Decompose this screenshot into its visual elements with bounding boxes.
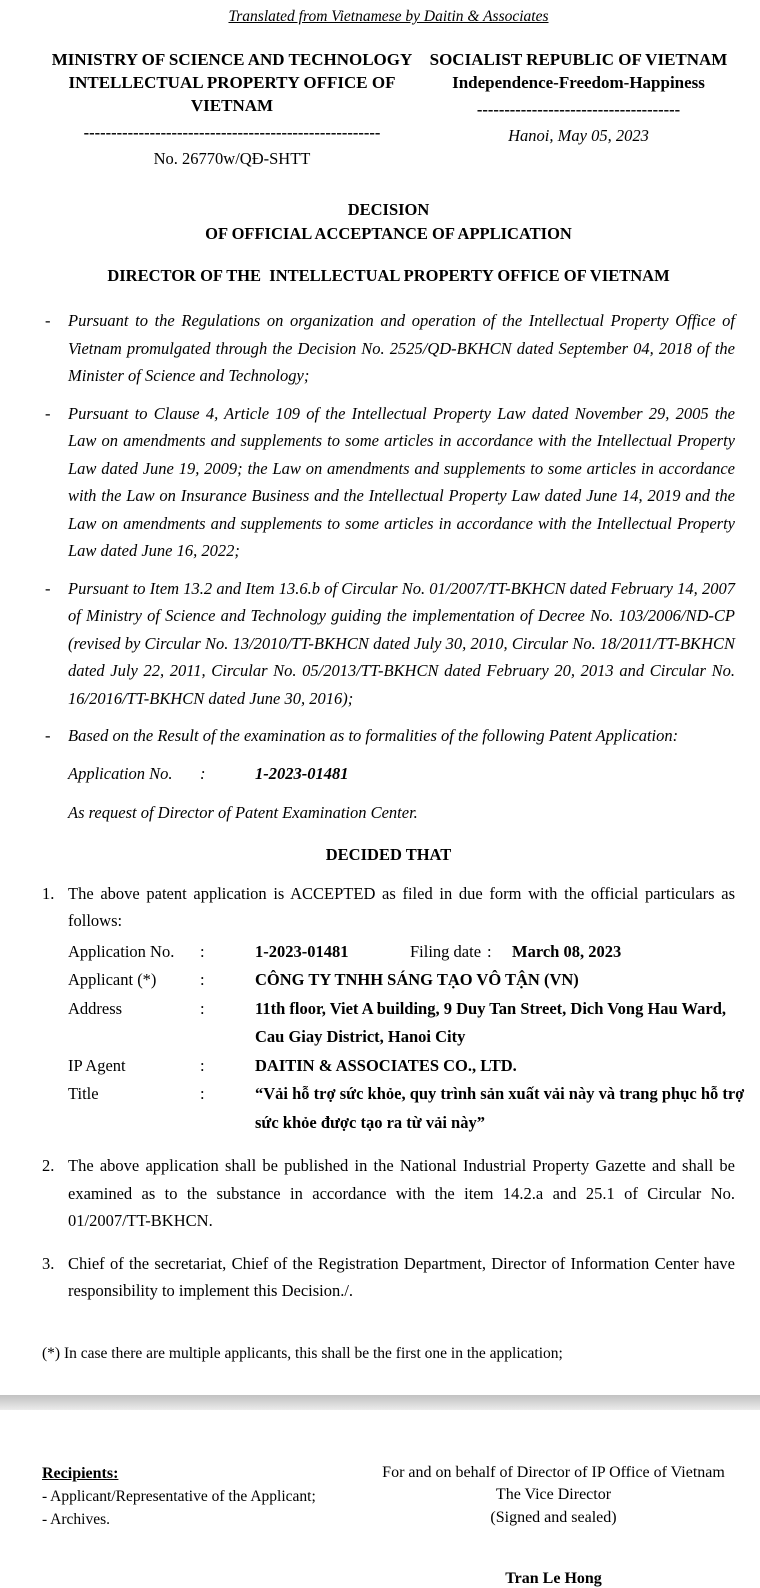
place-and-date: Hanoi, May 05, 2023: [422, 125, 735, 147]
particulars-application-value-cell: [255, 938, 735, 967]
document-footer: [42, 1462, 735, 1588]
application-no-value: 1-2023-01481: [255, 760, 349, 788]
preamble-list: [42, 307, 735, 750]
address-colon: :: [200, 995, 255, 1052]
preamble-bullet-4-text: Based on the Result of the examination as to formalities of the following Patent Application:: [68, 726, 678, 745]
decided-heading: DECIDED THAT: [42, 845, 735, 865]
address-label: Address: [68, 995, 200, 1052]
republic-name: SOCIALIST REPUBLIC OF VIETNAM: [422, 48, 735, 71]
bullet-dash: -: [45, 722, 51, 750]
address-value-cell: [255, 995, 735, 1052]
decision-title: DECISION: [42, 198, 735, 222]
recipient-item-1: - Applicant/Representative of the Applicant;: [42, 1485, 372, 1508]
translator-note: [42, 8, 735, 26]
preamble-bullet-3-text: Pursuant to Item 13.2 and Item 13.6.b of Circular No. 01/2007/TT-BKHCN dated February 14, 2007 of Ministry of Science and Technology guiding the implementation of Decree No. 103/2006/ND-CP (revised by Circular No. 13/2010/TT-BKHCN dated July 30, 2010, Circular No. 18/2011/TT-BKHCN dated July 22, 2011, Circular No. 05/2013/TT-BKHCN dated February 20, 2013 and Circular No. 16/2016/TT-BKHCN dated June 30, 2016);: [68, 579, 735, 708]
preamble-bullet-1: [42, 307, 735, 390]
document-number: No. 26770w/QĐ-SHTT: [42, 148, 422, 170]
bullet-dash: -: [45, 400, 51, 428]
item-2-number: 2.: [42, 1152, 54, 1180]
applicant-value: CÔNG TY TNHH SÁNG TẠO VÔ TẬN (VN): [255, 966, 735, 995]
filing-date-colon: :: [487, 938, 512, 967]
item-1-number: 1.: [42, 880, 54, 908]
particulars-application-value: 1-2023-01481: [255, 938, 410, 967]
ip-agent-label: IP Agent: [68, 1052, 200, 1081]
recipients-block: [42, 1462, 372, 1588]
preamble-bullet-4: [42, 722, 735, 750]
decision-title-block: [42, 198, 735, 246]
preamble-bullet-2-text: Pursuant to Clause 4, Article 109 of the Intellectual Property Law dated November 29, 2005 the Law on amendments and supplements to some articles in accordance with the Intellectual Property Law dated June 19, 2009; the Law on amendments and supplements to some articles in accordance with the Law on Insurance Business and the Intellectual Property Law dated June 14, 2019 and the Law on amendments and supplements to some articles in accordance with the Intellectual Property Law dated June 16, 2022;: [68, 404, 735, 561]
ministry-name: MINISTRY OF SCIENCE AND TECHNOLOGY: [42, 48, 422, 71]
particulars-application-colon: :: [200, 938, 255, 967]
ipo-name: INTELLECTUAL PROPERTY OFFICE OF VIETNAM: [42, 71, 422, 117]
applicant-label: Applicant (*): [68, 966, 200, 995]
particulars-row-application: [68, 938, 735, 967]
title-value: “Vải hỗ trợ sức khỏe, quy trình sản xuất vải này và trang phục hỗ trợ sức khỏe được tạo ra từ vải này”: [255, 1080, 757, 1137]
signature-role: The Vice Director: [372, 1484, 735, 1507]
ip-agent-value: DAITIN & ASSOCIATES CO., LTD.: [255, 1052, 735, 1081]
signature-note: (Signed and sealed): [372, 1507, 735, 1530]
item-1-text: The above patent application is ACCEPTED as filed in due form with the official particulars as follows:: [68, 884, 735, 931]
signature-block: [372, 1462, 735, 1588]
filing-date-label: Filing date: [410, 938, 487, 967]
national-motto: Independence-Freedom-Happiness: [422, 71, 735, 94]
bullet-dash: -: [45, 307, 51, 335]
bullet-dash: -: [45, 575, 51, 603]
address-value-line1: 11th floor, Viet A building, 9 Duy Tan Street, Dich Vong Hau Ward,: [255, 995, 735, 1024]
preamble-application-row: [68, 760, 735, 788]
signature-lines: [372, 1462, 735, 1530]
national-motto-block: [422, 48, 735, 170]
ip-agent-colon: :: [200, 1052, 255, 1081]
preamble-bullet-1-text: Pursuant to the Regulations on organization and operation of the Intellectual Property Office of Vietnam promulgated through the Decision No. 2525/QD-BKHCN dated September 04, 2018 of the Minister of Science and Technology;: [68, 311, 735, 385]
title-label: Title: [68, 1080, 200, 1137]
issuer-title: DIRECTOR OF THE INTELLECTUAL PROPERTY OFFICE OF VIETNAM: [42, 266, 735, 286]
issuing-authority-block: [42, 48, 422, 170]
particulars-row-ip-agent: [68, 1052, 735, 1081]
request-line: As request of Director of Patent Examination Center.: [68, 799, 735, 827]
recipients-heading: Recipients:: [42, 1462, 372, 1485]
address-value-line2: Cau Giay District, Hanoi City: [255, 1023, 735, 1052]
applicant-colon: :: [200, 966, 255, 995]
recipient-item-2: - Archives.: [42, 1508, 372, 1531]
translator-note-text: Translated from Vietnamese by Daitin & Associates: [228, 8, 548, 25]
preamble-bullet-2: [42, 400, 735, 565]
application-no-label: Application No.: [68, 760, 200, 788]
item-3-number: 3.: [42, 1250, 54, 1278]
document-header: [42, 48, 735, 170]
decision-item-3: [42, 1250, 735, 1305]
title-colon: :: [200, 1080, 255, 1137]
particulars-row-applicant: [68, 966, 735, 995]
signatory-name: Tran Le Hong: [372, 1570, 735, 1588]
item-3-text: Chief of the secretariat, Chief of the Registration Department, Director of Information Center have responsibility to implement this Decision./.: [68, 1254, 735, 1301]
header-separator-left: ------------------------------------------------------: [42, 123, 422, 143]
decision-item-2: [42, 1152, 735, 1235]
header-separator-right: -------------------------------------: [422, 100, 735, 120]
item-2-text: The above application shall be published in the National Industrial Property Gazette and shall be examined as to the substance in accordance with the item 14.2.a and 25.1 of Circular No. 01/2007/TT-BKHCN.: [68, 1156, 735, 1230]
official-particulars: [68, 938, 735, 1138]
particulars-row-title: [68, 1080, 735, 1137]
signature-authority: For and on behalf of Director of IP Office of Vietnam: [372, 1462, 735, 1485]
footnote: (*) In case there are multiple applicants, this shall be the first one in the application;: [42, 1345, 735, 1363]
particulars-application-label: Application No.: [68, 938, 200, 967]
decision-subtitle: OF OFFICIAL ACCEPTANCE OF APPLICATION: [42, 222, 735, 246]
preamble-bullet-3: [42, 575, 735, 713]
decision-item-1: [42, 880, 735, 935]
filing-date-value: March 08, 2023: [512, 938, 621, 967]
particulars-row-address: [68, 995, 735, 1052]
application-no-colon: :: [200, 760, 255, 788]
page-separator-bar: [0, 1395, 760, 1410]
